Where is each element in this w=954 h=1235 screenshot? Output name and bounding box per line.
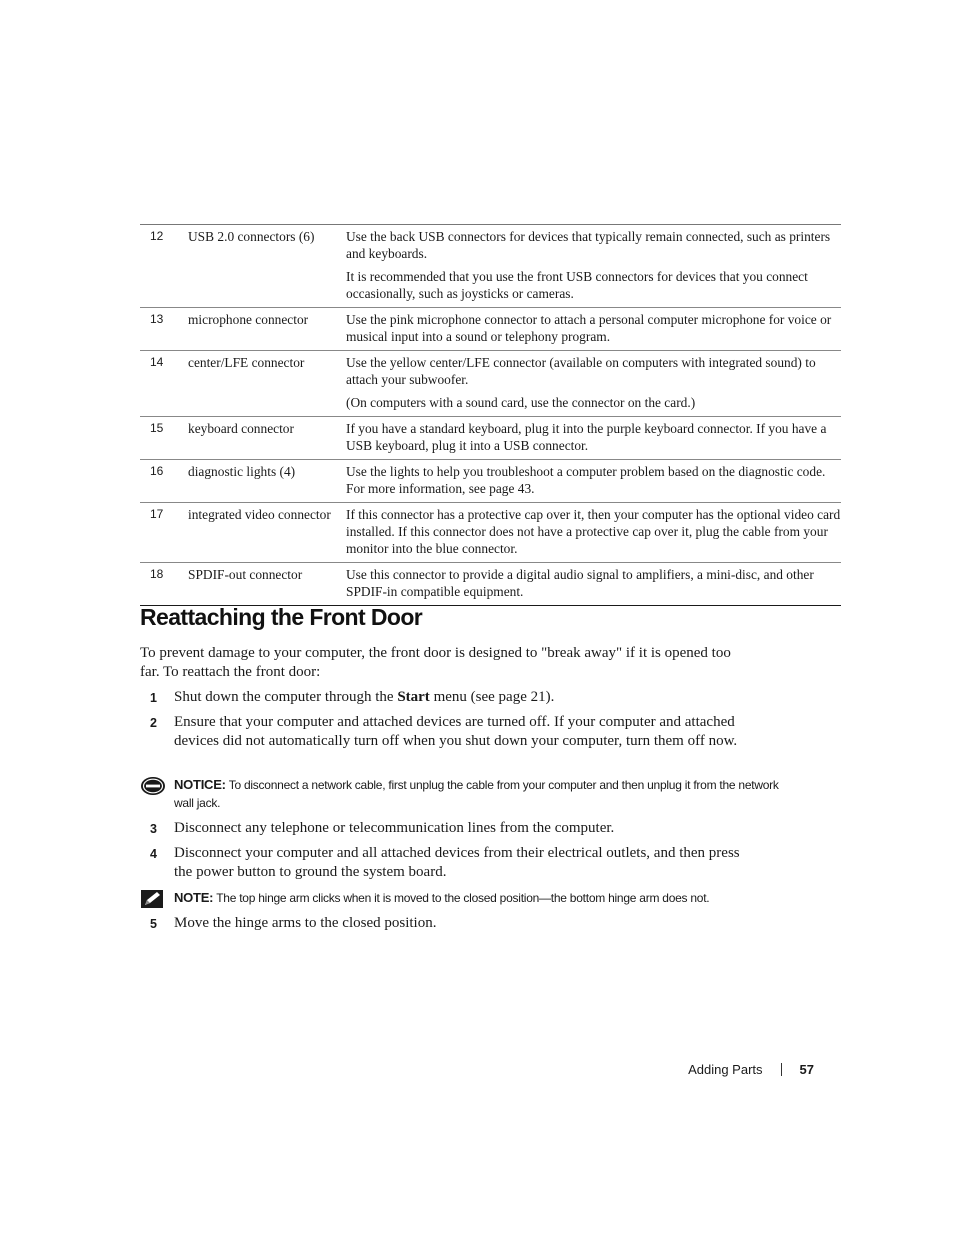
connector-description (346, 351, 841, 417)
connector-table-body (140, 225, 841, 606)
step-number: 4 (150, 847, 157, 861)
row-number: 12 (150, 229, 164, 243)
connector-description (346, 460, 841, 503)
notice-text (174, 776, 780, 812)
notice-label: NOTICE: (174, 777, 226, 792)
description-paragraph: (On computers with a sound card, use the connector on the card.) (346, 395, 696, 410)
note-callout (140, 889, 780, 907)
notice-callout (140, 776, 780, 812)
connector-name: diagnostic lights (4) (188, 460, 346, 503)
description-paragraph: Use the lights to help you troubleshoot a computer problem based on the diagnostic code. For more information, see page 43. (346, 464, 826, 496)
connector-name: SPDIF-out connector (188, 563, 346, 606)
table-row (140, 503, 841, 563)
row-number: 18 (140, 563, 188, 606)
connector-table (140, 224, 841, 606)
step-text: Disconnect any telephone or telecommunication lines from the computer. (174, 820, 615, 836)
step-text-pre: Shut down the computer through the (174, 689, 398, 705)
description-paragraph: Use the back USB connectors for devices that typically remain connected, such as printers and keyboards. (346, 229, 831, 261)
connector-name: keyboard connector (188, 417, 346, 460)
page-footer (688, 1062, 814, 1077)
row-number: 13 (140, 308, 188, 351)
pencil-note-icon (140, 889, 164, 914)
row-number: 16 (140, 460, 188, 503)
note-label: NOTE: (174, 890, 214, 905)
row-number: 15 (140, 417, 188, 460)
step-5 (140, 914, 740, 933)
table-row (140, 225, 841, 308)
connector-description (346, 308, 841, 351)
row-number: 14 (140, 351, 188, 417)
step-text: Move the hinge arms to the closed position. (174, 915, 437, 931)
row-number: 17 (140, 503, 188, 563)
connector-name: center/LFE connector (188, 351, 346, 417)
description-paragraph: If you have a standard keyboard, plug it into the purple keyboard connector. If you have a USB keyboard, plug it into a USB connector. (346, 421, 827, 453)
description-paragraph: Use this connector to provide a digital audio signal to amplifiers, a mini-disc, and other SPDIF-in compatible equipment. (346, 567, 814, 599)
connector-description (346, 503, 841, 563)
description-paragraph: It is recommended that you use the front USB connectors for devices that you connect occasionally, such as joysticks or cameras. (346, 269, 808, 301)
section-heading: Reattaching the Front Door (140, 604, 423, 630)
step-3 (140, 819, 740, 838)
step-number: 1 (150, 691, 157, 705)
step-text: Ensure that your computer and attached devices are turned off. If your computer and attached devices did not automatically turn off when you shut down your computer, turn them off now. (174, 714, 738, 749)
step-text-post: menu (see page 21). (429, 689, 555, 705)
step-number: 2 (150, 716, 157, 730)
connector-description (346, 225, 841, 308)
description-paragraph: Use the yellow center/LFE connector (available on computers with integrated sound) to attach your subwoofer. (346, 355, 816, 387)
description-paragraph: If this connector has a protective cap over it, then your computer has the optional video card installed. If this connector does not have a protective cap over it, plug the cable from your monitor into the blue connector. (346, 507, 841, 556)
connector-description (346, 563, 841, 606)
connector-name: USB 2.0 connectors (6) (188, 229, 315, 244)
page-number: 57 (799, 1062, 814, 1077)
step-number: 3 (150, 822, 157, 836)
intro-paragraph: To prevent damage to your computer, the front door is designed to "break away" if it is opened too far. To reattach the front door: (140, 645, 731, 680)
table-row (140, 351, 841, 417)
table-row (140, 417, 841, 460)
notice-body: To disconnect a network cable, first unplug the cable from your computer and then unplug it from the network wall jack. (174, 778, 779, 810)
step-text (174, 688, 740, 707)
note-body: The top hinge arm clicks when it is moved to the closed position—the bottom hinge arm does not. (216, 891, 710, 905)
step-4 (140, 844, 740, 882)
footer-separator (781, 1063, 782, 1076)
step-1 (140, 688, 740, 707)
connector-description (346, 417, 841, 460)
step-number: 5 (150, 917, 157, 931)
footer-chapter: Adding Parts (688, 1062, 763, 1077)
table-row (140, 308, 841, 351)
step-2 (140, 713, 740, 751)
connector-name: microphone connector (188, 308, 346, 351)
notice-icon (140, 776, 166, 801)
connector-name: integrated video connector (188, 503, 346, 563)
table-row (140, 460, 841, 503)
note-text (174, 889, 780, 907)
step-text: Disconnect your computer and all attached devices from their electrical outlets, and then press the power button to ground the system board. (174, 845, 740, 880)
start-menu-term: Start (397, 689, 430, 705)
table-row (140, 563, 841, 606)
description-paragraph: Use the pink microphone connector to attach a personal computer microphone for voice or musical input into a sound or telephony program. (346, 312, 832, 344)
